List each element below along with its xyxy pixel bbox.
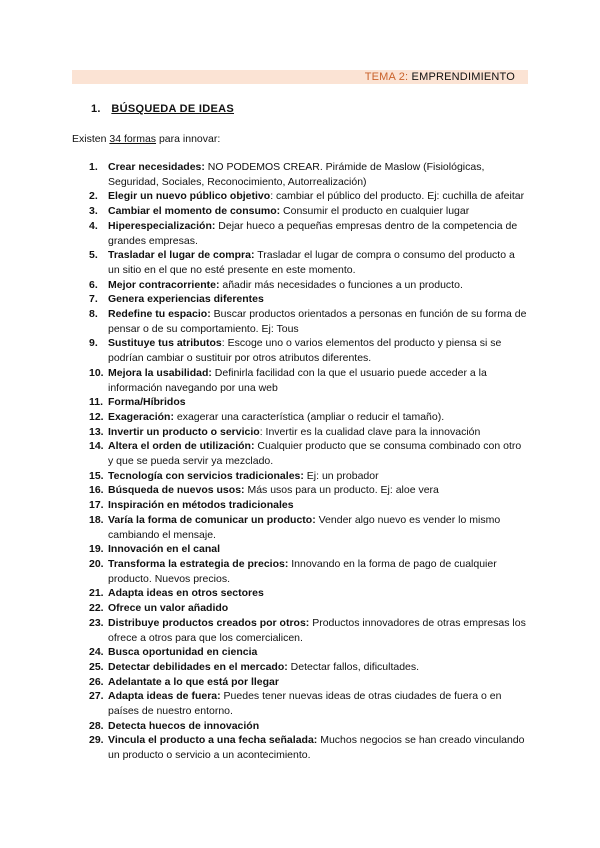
list-item-title: Adapta ideas de fuera: [108,690,221,703]
list-item-title: Busca oportunidad en ciencia [108,646,258,659]
intro-link[interactable]: 34 formas [109,133,157,145]
list-item-title: Transforma la estrategia de precios: [108,557,289,570]
list-item-number: 19. [89,543,104,556]
list-item-description: Trasladar el lugar de compra o consumo del producto a un sitio en el que no esté presente en este momento. [108,249,515,276]
list-item [89,204,529,219]
section-title [91,103,234,115]
list-item-title: Innovación en el canal [108,543,221,556]
list-item-description: Detectar fallos, dificultades. [287,660,420,673]
list-item-title: Genera experiencias diferentes [108,293,264,306]
list-item [89,292,529,307]
section-number: 1. [91,103,101,115]
list-item [89,410,529,425]
list-item [89,278,529,293]
list-item-number: 25. [89,660,104,673]
list-item-description: Dejar hueco a pequeñas empresas dentro de la competencia de grandes empresas. [108,219,518,247]
list-item-number: 16. [89,484,104,497]
list-item-number: 4. [89,219,98,232]
list-item-description: : Invertir es la cualidad clave para la innovación [259,425,481,438]
list-item-description: Productos innovadores de otras empresas los ofrece a otros para que los comercialicen. [108,616,526,644]
list-item [89,689,529,718]
list-item-number: 24. [89,646,104,659]
list-item-number: 1. [89,161,98,173]
intro-text [72,132,220,146]
list-item [89,660,529,675]
header-tema: TEMA 2: [364,71,409,83]
list-item-number: 2. [89,190,98,203]
list-item-description: exagerar una característica (ampliar o reducir el tamaño). [173,410,445,423]
list-item-title: Detectar debilidades en el mercado: [108,660,288,673]
list-item-title: Hiperespecialización: [108,219,216,232]
list-item [89,483,529,498]
list-item [89,498,529,513]
list-item-title: Exageración: [108,410,174,423]
list-item-title: Cambiar el momento de consumo: [108,205,281,218]
list-item-title: Forma/Híbridos [108,396,186,409]
section-heading: BÚSQUEDA DE IDEAS [111,103,235,115]
list-item-title: Altera el orden de utilización: [108,440,255,453]
list-item-title: Ofrece un valor añadido [108,602,229,615]
list-item-title: Mejor contracorriente: [108,278,220,291]
list-item-number: 8. [89,308,98,321]
list-item-description: : cambiar el público del producto. Ej: cuchilla de afeitar [270,190,525,203]
list-item-title: Adelantate a lo que está por llegar [108,675,279,688]
list-item [89,439,529,468]
intro-after: para innovar: [156,133,221,145]
list-item-description: Innovando en la forma de pago de cualquier producto. Nuevos precios. [108,557,497,585]
list-item-number: 3. [89,205,98,218]
list-item-title: Varía la forma de comunicar un producto: [108,513,316,526]
list-item-title: Crear necesidades: [108,161,205,173]
list-item-number: 9. [89,337,98,350]
list-item-title: Detecta huecos de innovación [108,719,260,732]
list-item-number: 18. [89,513,104,526]
list-item [89,513,529,542]
list-item-number: 15. [89,469,104,482]
header-title: EMPRENDIMIENTO [411,71,515,83]
list-item-description: Muchos negocios se han creado vinculando un producto o servicio a un acontecimiento. [108,734,525,762]
list-item [89,307,529,336]
list-item-number: 12. [89,410,104,423]
list-item [89,395,529,410]
list-item [89,189,529,204]
intro-before: Existen [72,133,110,145]
list-item-description: Cualquier producto que se consuma combinado con otro y que se pueda servir ya mezclado. [108,440,522,468]
list-item [89,469,529,484]
list-item-title: Vincula el producto a una fecha señalada: [108,734,318,747]
list-item-title: Distribuye productos creados por otros: [108,616,310,629]
list-item-description: Consumir el producto en cualquier lugar [280,205,470,218]
list-item-number: 28. [89,719,104,732]
list-item [89,366,529,395]
list-item-title: Redefine tu espacio: [108,308,211,321]
list-item [89,675,529,690]
list-item-number: 20. [89,557,104,570]
list-item-description: NO PODEMOS CREAR. Pirámide de Maslow (Fisiológicas, Seguridad, Sociales, Reconocimiento, Autorrealización) [108,161,485,188]
list-item [89,645,529,660]
list-item-description: : Escoge uno o varios elementos del producto y piensa si se podrían cambiar o sustituir por otros atributos diferentes. [108,337,502,365]
list-item-description: Ej: un probador [303,469,379,482]
list-item [89,719,529,734]
list-item-number: 27. [89,690,104,703]
list-item-title: Tecnología con servicios tradicionales: [108,469,304,482]
list-item [89,733,529,762]
list-item-title: Elegir un nuevo público objetivo [108,190,271,203]
list-item-number: 17. [89,499,104,512]
list-item-number: 10. [89,366,104,379]
list-item-title: Trasladar el lugar de compra: [108,249,255,262]
list-item-number: 13. [89,425,104,438]
list-item-number: 26. [89,675,104,688]
list-item-title: Búsqueda de nuevos usos: [108,484,245,497]
list-item-description: Definirla facilidad con la que el usuario puede acceder a la información navegando por una web [108,366,487,394]
ideas-list [89,160,529,763]
list-item [89,586,529,601]
list-item [89,542,529,557]
list-item-number: 14. [89,440,104,453]
list-item-number: 21. [89,587,104,600]
list-item [89,557,529,586]
list-item-description: Vender algo nuevo es vender lo mismo cambiando el mensaje. [108,513,501,541]
list-item-number: 29. [89,734,104,747]
list-item-number: 6. [89,278,98,291]
list-item [89,601,529,616]
list-item-title: Sustituye tus atributos [108,337,222,350]
list-item [89,248,529,277]
list-item-number: 7. [89,293,98,306]
list-item-number: 5. [89,249,98,262]
list-item-description: Buscar productos orientados a personas en función de su forma de pensar o de su comportamiento. Ej: Tous [108,308,527,335]
list-item-title: Mejora la usabilidad: [108,366,212,379]
list-item [89,425,529,440]
list-item-description: añadir más necesidades o funciones a un producto. [219,278,463,291]
list-item-number: 11. [89,396,104,409]
list-item [89,336,529,365]
list-item [89,160,529,189]
page-header [365,70,515,84]
list-item-title: Adapta ideas en otros sectores [108,587,264,600]
list-item-number: 23. [89,616,104,629]
list-item-description: Puedes tener nuevas ideas de otras ciudades de fuera o en países de nuestro entorno. [108,690,502,718]
list-item [89,616,529,645]
list-item-title: Inspiración en métodos tradicionales [108,499,294,512]
list-item-description: Más usos para un producto. Ej: aloe vera [244,484,439,497]
list-item-number: 22. [89,602,104,615]
list-item-title: Invertir un producto o servicio [108,425,260,438]
list-item [89,219,529,248]
